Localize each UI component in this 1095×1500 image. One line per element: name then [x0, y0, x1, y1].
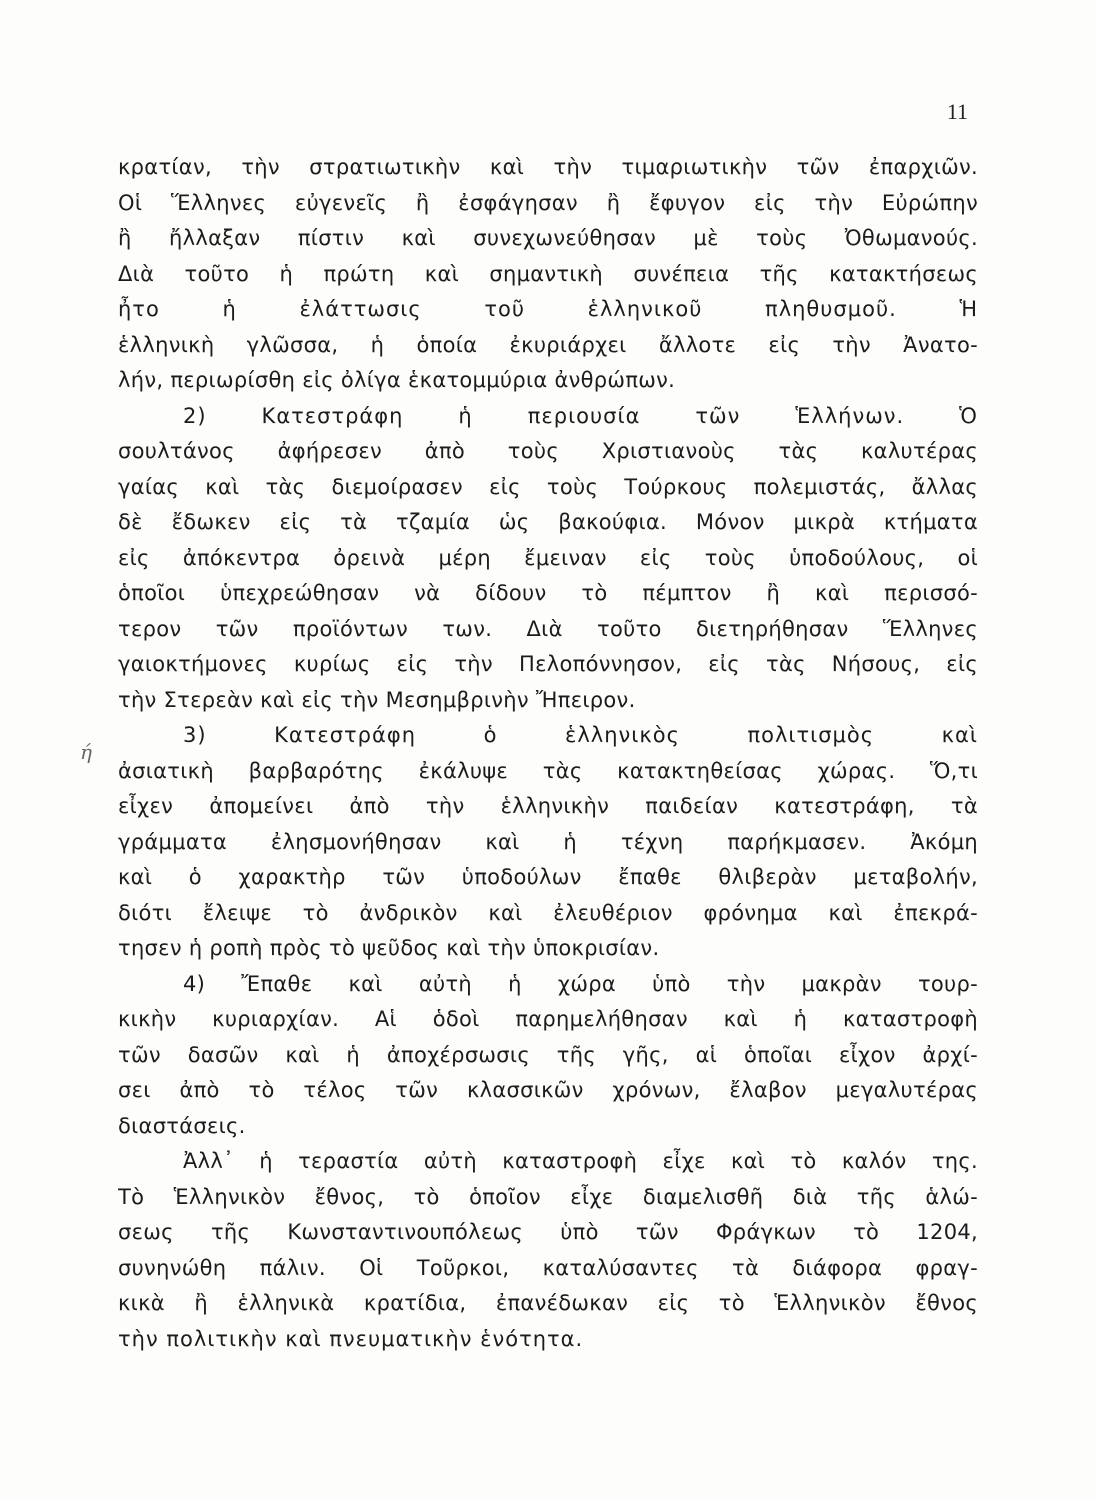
text-line: γαιοκτήμονες κυρίως εἰς τὴν Πελοπόννησον, εἰς τὰς Νήσους, εἰς	[118, 652, 978, 676]
section-heading-line: 4) Ἔπαθε καὶ αὐτὴ ἡ χώρα ὑπὸ τὴν μακρὰν τουρ-	[183, 971, 978, 996]
text-line: τὴν πολιτικὴν καὶ πνευματικὴν ἑνότητα.	[118, 1326, 584, 1351]
text-line: τὴν Στερεὰν καὶ εἰς τὴν Μεσημβρινὴν Ἤπειρον.	[118, 687, 636, 712]
text-line: διότι ἔλειψε τὸ ἀνδρικὸν καὶ ἐλευθέριον φρόνημα καὶ ἐπεκρά-	[118, 900, 978, 925]
text-line: κρατίαν, τὴν στρατιωτικὴν καὶ τὴν τιμαριωτικὴν τῶν ἐπαρχιῶν.	[118, 155, 978, 179]
text-line: εἰς ἀπόκεντρα ὀρεινὰ μέρη ἔμειναν εἰς τοὺς ὑποδούλους, οἱ	[118, 545, 978, 570]
section-heading-line: 2) Κατεστράφη ἡ περιουσία τῶν Ἑλλήνων. Ὁ	[183, 403, 978, 428]
text-line: λήν, περιωρίσθη εἰς ὀλίγα ἑκατομμύρια ἀνθρώπων.	[118, 368, 676, 392]
text-line: Οἱ Ἕλληνες εὐγενεῖς ἢ ἐσφάγησαν ἢ ἔφυγον εἰς τὴν Εὐρώπην	[118, 190, 978, 215]
text-line: ὁποῖοι ὑπεχρεώθησαν νὰ δίδουν τὸ πέμπτον ἢ καὶ περισσό-	[118, 581, 978, 605]
text-line: κικὰ ἢ ἑλληνικὰ κρατίδια, ἐπανέδωκαν εἰς τὸ Ἑλληνικὸν ἔθνος	[118, 1291, 978, 1315]
paragraph-start-line: Ἀλλ᾽ ἡ τεραστία αὐτὴ καταστροφὴ εἶχε καὶ τὸ καλόν της.	[183, 1149, 978, 1173]
text-line: Τὸ Ἑλληνικὸν ἔθνος, τὸ ὁποῖον εἶχε διαμελισθῆ διὰ τῆς ἁλώ-	[118, 1184, 978, 1209]
text-line: κικὴν κυριαρχίαν. Αἱ ὁδοὶ παρημελήθησαν καὶ ἡ καταστροφὴ	[118, 1007, 978, 1031]
text-line: σουλτάνος ἀφήρεσεν ἀπὸ τοὺς Χριστιανοὺς τὰς καλυτέρας	[118, 439, 978, 463]
margin-annotation: ή	[80, 740, 92, 764]
text-line: γαίας καὶ τὰς διεμοίρασεν εἰς τοὺς Τούρκους πολεμιστάς, ἄλλας	[118, 474, 978, 499]
text-line: συνηνώθη πάλιν. Οἱ Τοῦρκοι, καταλύσαντες τὰ διάφορα φραγ-	[118, 1255, 978, 1280]
text-line: τησεν ἡ ροπὴ πρὸς τὸ ψεῦδος καὶ τὴν ὑποκρισίαν.	[118, 936, 660, 960]
text-line: γράμματα ἐλησμονήθησαν καὶ ἡ τέχνη παρήκμασεν. Ἀκόμη	[118, 829, 978, 854]
text-line: Διὰ τοῦτο ἡ πρώτη καὶ σημαντικὴ συνέπεια τῆς κατακτήσεως	[118, 261, 978, 286]
body-text	[118, 150, 978, 1357]
text-line: σει ἀπὸ τὸ τέλος τῶν κλασσικῶν χρόνων, ἔλαβον μεγαλυτέρας	[118, 1078, 978, 1102]
text-line: δὲ ἔδωκεν εἰς τὰ τζαμία ὡς βακούφια. Μόνον μικρὰ κτήματα	[118, 510, 978, 534]
text-line: τερον τῶν προϊόντων των. Διὰ τοῦτο διετηρήθησαν Ἕλληνες	[118, 616, 978, 641]
text-line: καὶ ὁ χαρακτὴρ τῶν ὑποδούλων ἔπαθε θλιβερὰν μεταβολήν,	[118, 865, 978, 889]
text-line: τῶν δασῶν καὶ ἡ ἀποχέρσωσις τῆς γῆς, αἱ ὁποῖαι εἶχον ἀρχί-	[118, 1042, 978, 1067]
text-line: ἀσιατικὴ βαρβαρότης ἐκάλυψε τὰς κατακτηθείσας χώρας. Ὅ,τι	[118, 758, 978, 783]
section-heading-line: 3) Κατεστράφη ὁ ἑλληνικὸς πολιτισμὸς καὶ	[183, 723, 978, 747]
text-line: ἦτο ἡ ἐλάττωσις τοῦ ἑλληνικοῦ πληθυσμοῦ. Ἡ	[118, 297, 978, 321]
text-line: εἶχεν ἀπομείνει ἀπὸ τὴν ἑλληνικὴν παιδείαν κατεστράφη, τὰ	[118, 794, 978, 818]
text-line: σεως τῆς Κωνσταντινουπόλεως ὑπὸ τῶν Φράγκων τὸ 1204,	[118, 1220, 978, 1244]
text-line: ἑλληνικὴ γλῶσσα, ἡ ὁποία ἐκυριάρχει ἄλλοτε εἰς τὴν Ἀνατο-	[118, 332, 978, 357]
text-line: ἢ ἤλλαξαν πίστιν καὶ συνεχωνεύθησαν μὲ τοὺς Ὀθωμανούς.	[118, 226, 978, 250]
page-number: 11	[946, 99, 968, 124]
text-line: διαστάσεις.	[118, 1113, 246, 1138]
